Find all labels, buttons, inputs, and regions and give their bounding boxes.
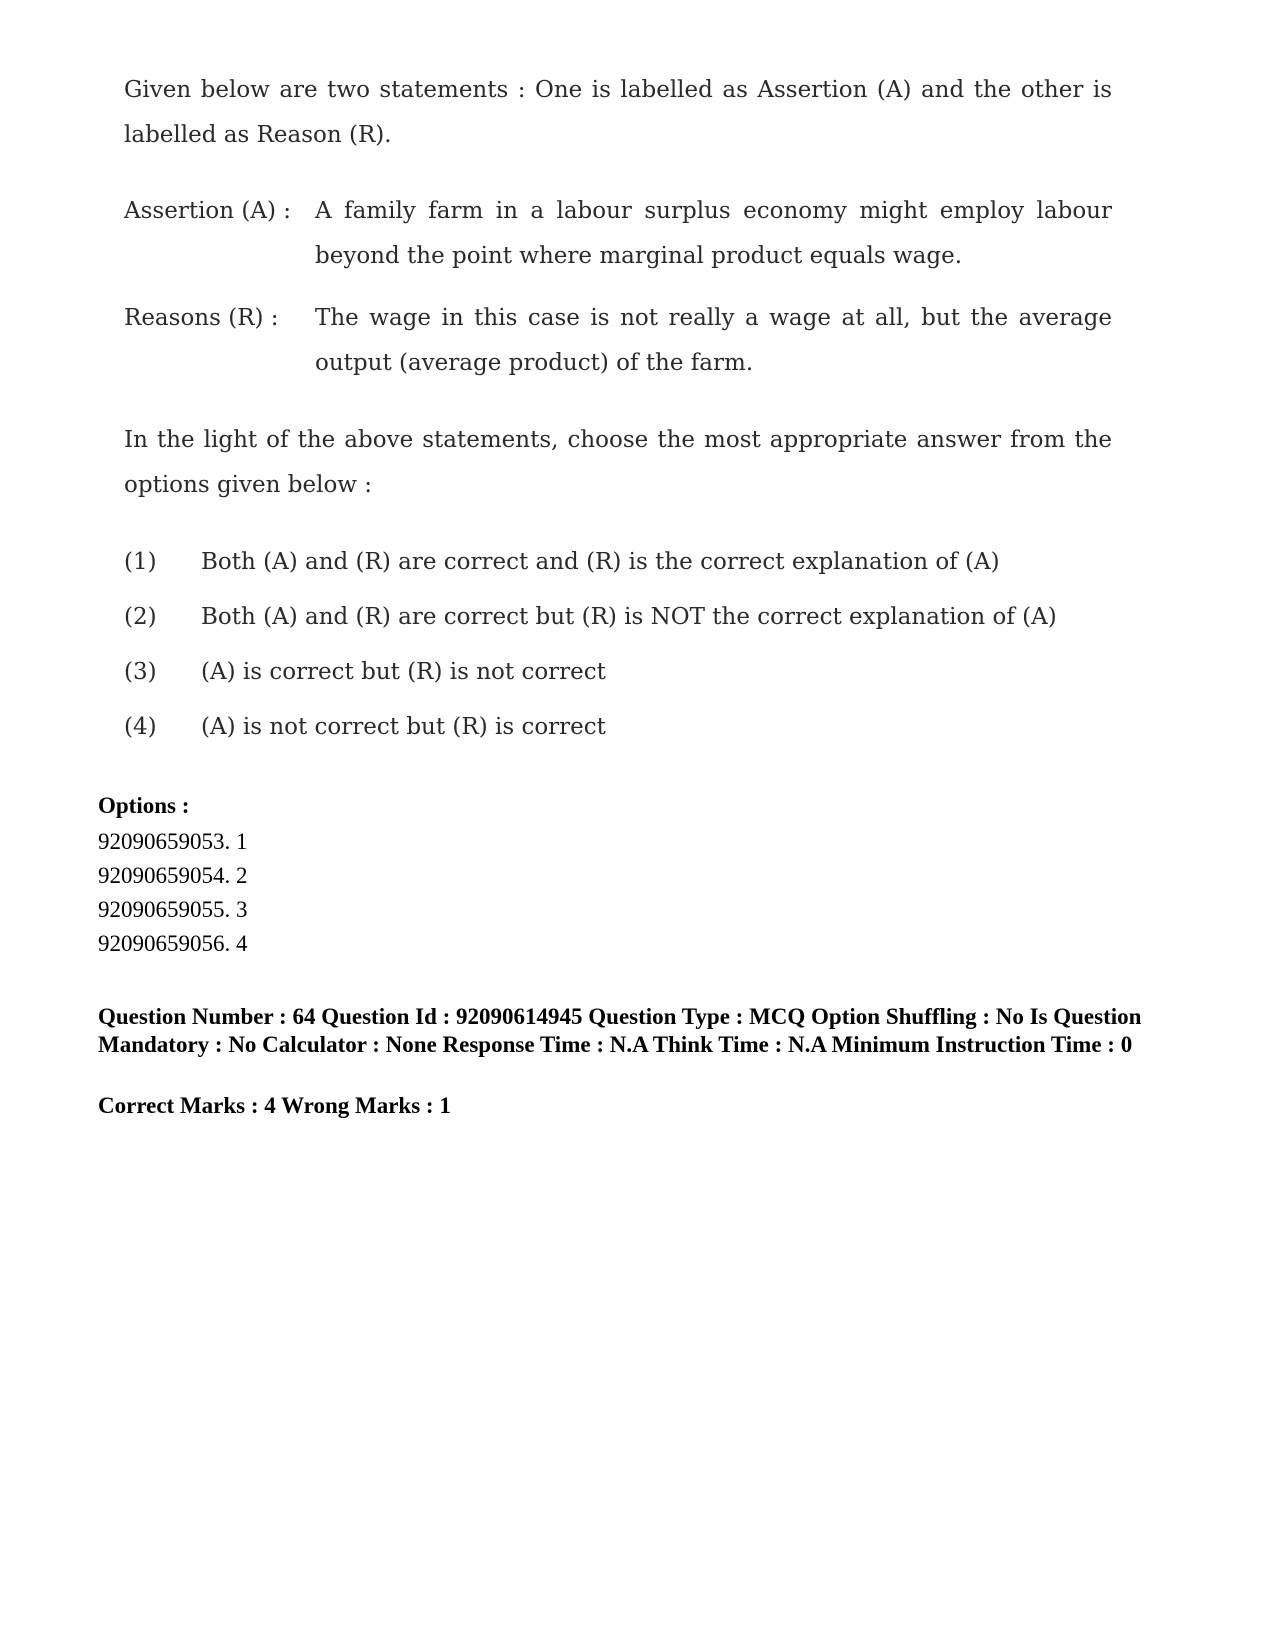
marks-info: Correct Marks : 4 Wrong Marks : 1	[98, 1093, 451, 1118]
options-heading: Options :	[98, 793, 190, 818]
reason-text: The wage in this case is not really a wage at all, but the average output (average product) of the farm.	[315, 305, 1112, 376]
question-instruction: In the light of the above statements, choose the most appropriate answer from the options given below :	[124, 427, 1112, 498]
choice-4	[124, 712, 606, 742]
option-item-1: 92090659053. 1	[98, 829, 248, 854]
choice-2	[124, 602, 1057, 632]
question-intro: Given below are two statements : One is labelled as Assertion (A) and the other is labelled as Reason (R).	[124, 77, 1112, 148]
question-image	[0, 0, 1275, 770]
question-meta-info: Question Number : 64 Question Id : 92090614945 Question Type : MCQ Option Shuffling : No Is Question Mandatory : No Calculator : None Response Time : N.A Think Time : N.A Minimum Instruction Time : 0	[98, 1004, 1142, 1057]
choice-number: (2)	[124, 604, 157, 630]
choice-number: (1)	[124, 549, 157, 575]
option-item-4: 92090659056. 4	[98, 931, 248, 956]
reason-label: Reasons (R) :	[124, 305, 279, 331]
option-item-2: 92090659054. 2	[98, 863, 248, 888]
option-item-3: 92090659055. 3	[98, 897, 248, 922]
choice-1	[124, 547, 1000, 577]
assertion-text: A family farm in a labour surplus economy might employ labour beyond the point where marginal product equals wage.	[315, 198, 1112, 269]
assertion-label: Assertion (A) :	[124, 198, 292, 224]
choice-text: (A) is not correct but (R) is correct	[201, 714, 606, 740]
choice-text: Both (A) and (R) are correct and (R) is the correct explanation of (A)	[201, 549, 1000, 575]
choice-text: Both (A) and (R) are correct but (R) is NOT the correct explanation of (A)	[201, 604, 1057, 630]
option-list	[98, 825, 248, 961]
choice-number: (3)	[124, 659, 157, 685]
choice-text: (A) is correct but (R) is not correct	[201, 659, 606, 685]
choice-3	[124, 657, 606, 687]
choice-number: (4)	[124, 714, 157, 740]
